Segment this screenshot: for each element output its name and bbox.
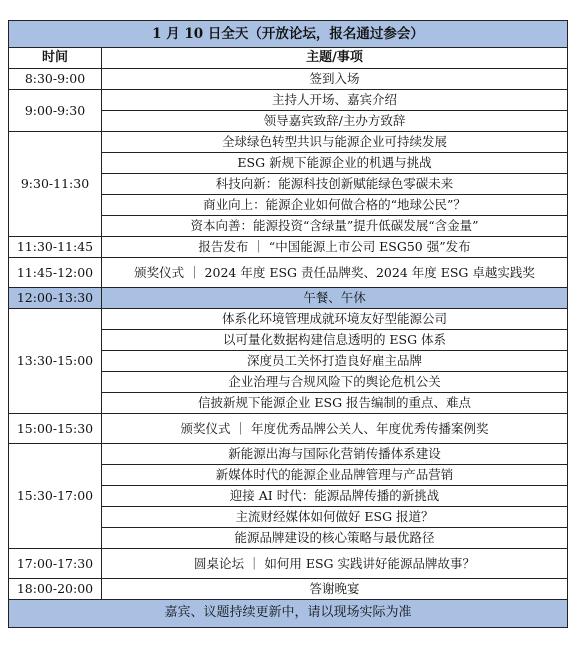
table-row (9, 414, 568, 444)
session-topic: 信披新规下能源企业 ESG 报告编制的重点、难点 (102, 393, 568, 414)
header-row (9, 48, 568, 69)
session-time: 11:45-12:00 (9, 258, 102, 288)
session-topic: 颁奖仪式 ｜ 年度优秀品牌公关人、年度优秀传播案例奖 (102, 414, 568, 444)
table-row (9, 579, 568, 600)
session-topic: 午餐、午休 (102, 288, 568, 309)
session-topic: 颁奖仪式 ｜ 2024 年度 ESG 责任品牌奖、2024 年度 ESG 卓越实践奖 (102, 258, 568, 288)
session-topic: 以可量化数据构建信息透明的 ESG 体系 (102, 330, 568, 351)
session-topic: 深度员工关怀打造良好雇主品牌 (102, 351, 568, 372)
table-row (9, 288, 568, 309)
session-topic: ESG 新规下能源企业的机遇与挑战 (102, 153, 568, 174)
session-topic: 答谢晚宴 (102, 579, 568, 600)
agenda-body (9, 69, 568, 600)
session-time: 11:30-11:45 (9, 237, 102, 258)
table-row (9, 444, 568, 465)
time-column-header: 时间 (9, 48, 102, 69)
session-time: 12:00-13:30 (9, 288, 102, 309)
session-topic: 商业向上：能源企业如何做合格的“地球公民”？ (102, 195, 568, 216)
table-row (9, 258, 568, 288)
session-time: 15:00-15:30 (9, 414, 102, 444)
session-topic: 主流财经媒体如何做好 ESG 报道？ (102, 507, 568, 528)
table-row (9, 237, 568, 258)
session-topic: 签到入场 (102, 69, 568, 90)
table-row (9, 132, 568, 153)
session-topic: 报告发布 ｜ “中国能源上市公司 ESG50 强”发布 (102, 237, 568, 258)
session-time: 15:30-17:00 (9, 444, 102, 549)
table-row (9, 549, 568, 579)
session-time: 9:30-11:30 (9, 132, 102, 237)
agenda-table (8, 20, 568, 628)
session-topic: 能源品牌建设的核心策略与最优路径 (102, 528, 568, 549)
topic-column-header: 主题/事项 (102, 48, 568, 69)
session-topic: 资本向善：能源投资“含绿量”提升低碳发展“含金量” (102, 216, 568, 237)
session-topic: 科技向新：能源科技创新赋能绿色零碳未来 (102, 174, 568, 195)
session-time: 9:00-9:30 (9, 90, 102, 132)
session-time: 18:00-20:00 (9, 579, 102, 600)
session-topic: 迎接 AI 时代：能源品牌传播的新挑战 (102, 486, 568, 507)
session-topic: 新能源出海与国际化营销传播体系建设 (102, 444, 568, 465)
table-row (9, 90, 568, 111)
session-topic: 企业治理与合规风险下的舆论危机公关 (102, 372, 568, 393)
table-row (9, 309, 568, 330)
session-topic: 领导嘉宾致辞/主办方致辞 (102, 111, 568, 132)
table-row (9, 69, 568, 90)
session-topic: 全球绿色转型共识与能源企业可持续发展 (102, 132, 568, 153)
session-time: 8:30-9:00 (9, 69, 102, 90)
session-topic: 体系化环境管理成就环境友好型能源公司 (102, 309, 568, 330)
session-topic: 新媒体时代的能源企业品牌管理与产品营销 (102, 465, 568, 486)
session-time: 17:00-17:30 (9, 549, 102, 579)
footer-note: 嘉宾、议题持续更新中，请以现场实际为准 (9, 600, 568, 628)
title-row (9, 21, 568, 48)
session-time: 13:30-15:00 (9, 309, 102, 414)
footer-row (9, 600, 568, 628)
session-topic: 主持人开场、嘉宾介绍 (102, 90, 568, 111)
session-topic: 圆桌论坛 ｜ 如何用 ESG 实践讲好能源品牌故事？ (102, 549, 568, 579)
table-title: 1 月 10 日全天（开放论坛，报名通过参会） (9, 21, 568, 48)
